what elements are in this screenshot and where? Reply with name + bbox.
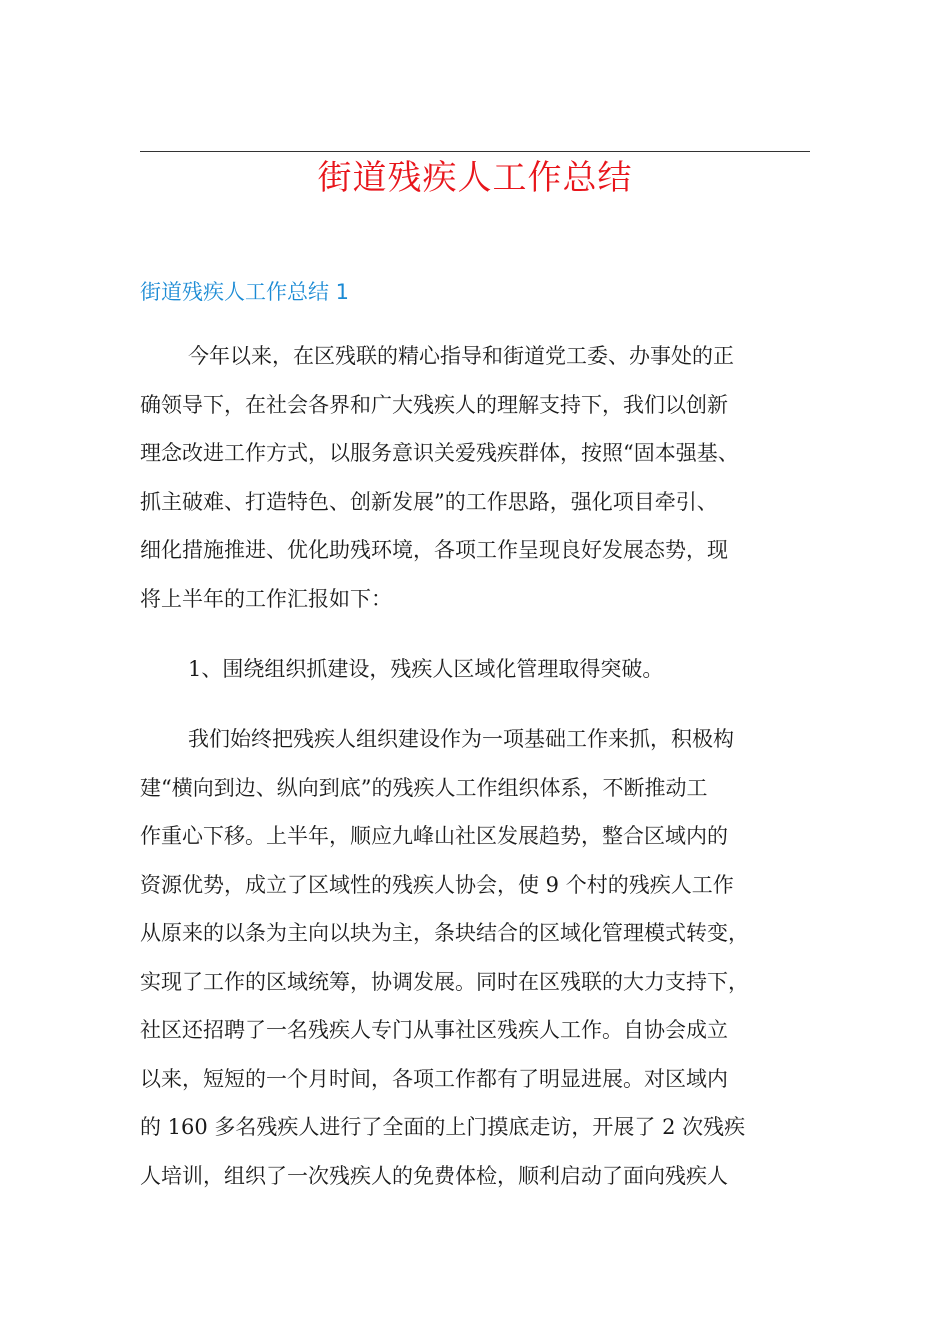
paragraph-line: 作重心下移。上半年，顺应九峰山社区发展趋势，整合区域内的 bbox=[140, 824, 728, 848]
paragraph-line: 实现了工作的区域统筹，协调发展。同时在区残联的大力支持下， bbox=[140, 969, 749, 994]
document-title: 街道残疾人工作总结 bbox=[317, 158, 633, 198]
paragraph-line: 抓主破难、打造特色、创新发展”的工作思路，强化项目牵引、 bbox=[140, 489, 718, 514]
paragraph-line: 我们始终把残疾人组织建设作为一项基础工作来抓，积极构 bbox=[188, 727, 734, 751]
paragraph-line: 社区还招聘了一名残疾人专门从事社区残疾人工作。自协会成立 bbox=[140, 1018, 728, 1042]
paragraph-line: 从原来的以条为主向以块为主，条块结合的区域化管理模式转变， bbox=[140, 921, 749, 945]
item-heading bbox=[140, 645, 830, 694]
paragraph-line: 建“横向到边、纵向到底”的残疾人工作组织体系，不断推动工 bbox=[140, 775, 708, 800]
paragraph-line: 将上半年的工作汇报如下： bbox=[140, 586, 392, 611]
paragraph-line: 资源优势，成立了区域性的残疾人协会，使 9 个村的残疾人工作 bbox=[140, 872, 734, 897]
paragraph-intro bbox=[140, 332, 830, 623]
paragraph-line: 确领导下，在社会各界和广大残疾人的理解支持下，我们以创新 bbox=[140, 392, 728, 417]
paragraph-line: 理念改进工作方式，以服务意识关爱残疾群体，按照“固本强基、 bbox=[140, 441, 739, 465]
top-divider bbox=[140, 151, 810, 152]
paragraph-line: 人培训，组织了一次残疾人的免费体检，顺利启动了面向残疾人 bbox=[140, 1163, 728, 1188]
item-heading-text: 1、围绕组织抓建设，残疾人区域化管理取得突破。 bbox=[188, 657, 664, 681]
paragraph-organization bbox=[140, 715, 830, 1200]
paragraph-line: 细化措施推进、优化助残环境，各项工作呈现良好发展态势，现 bbox=[140, 538, 728, 562]
paragraph-line: 以来，短短的一个月时间，各项工作都有了明显进展。对区域内 bbox=[140, 1066, 728, 1091]
paragraph-line: 今年以来，在区残联的精心指导和街道党工委、办事处的正 bbox=[188, 344, 734, 368]
paragraph-line: 的 160 多名残疾人进行了全面的上门摸底走访，开展了 2 次残疾 bbox=[140, 1115, 746, 1139]
section-heading: 街道残疾人工作总结 1 bbox=[140, 280, 350, 304]
